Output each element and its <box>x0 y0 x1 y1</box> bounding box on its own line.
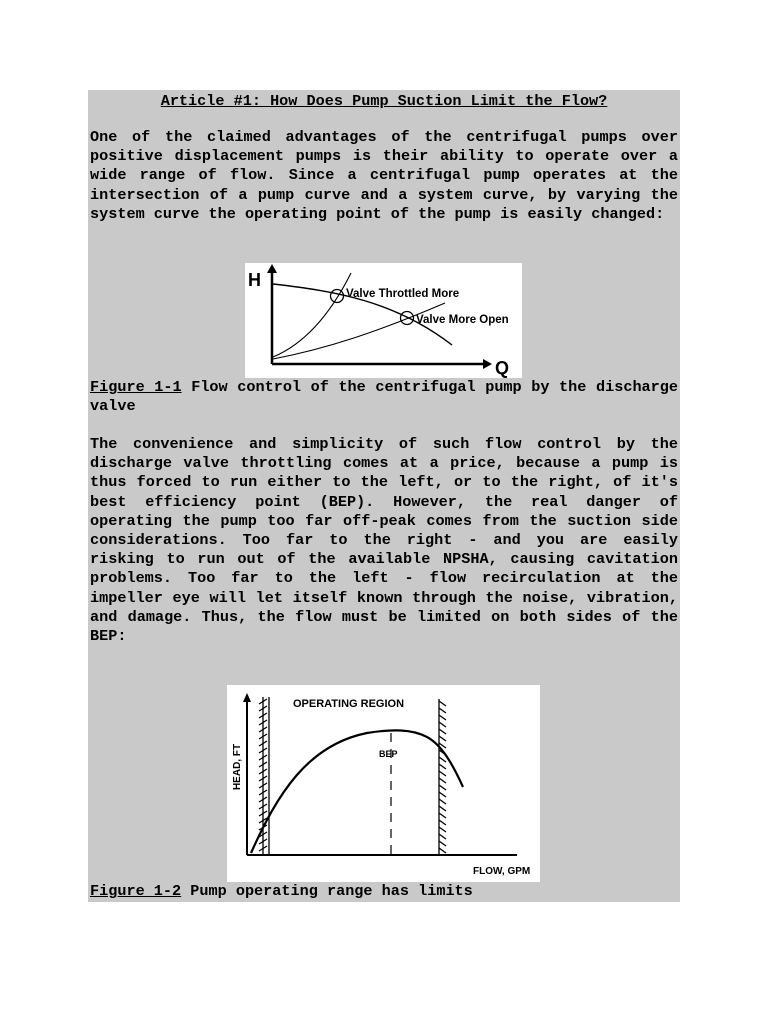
document-page <box>88 90 680 902</box>
pump-curve <box>251 730 463 853</box>
figure-1-2-label: Figure 1-2 <box>90 882 182 900</box>
article-title: Article #1: How Does Pump Suction Limit the Flow? <box>160 92 608 110</box>
x-axis-label: Q <box>495 358 510 378</box>
y-axis-label: HEAD, FT <box>232 743 243 791</box>
paragraph-intro: One of the claimed advantages of the centrifugal pumps over positive displacement pumps is their ability to operate over a wide range of flow. Since a centrifugal pump operates at the intersection of a pump curve and a system curve, by varying the system curve the operating point of the pump is easily changed: <box>90 128 678 223</box>
figure-1-2-diagram <box>227 685 540 882</box>
x-axis-label: FLOW, GPM <box>473 866 531 877</box>
paragraph-bep: The convenience and simplicity of such flow control by the discharge valve throttling comes at a price, because a pump is thus forced to run either to the left, or to the right, of it's best efficiency point (BEP). However, the real danger of operating the pump too far off-peak comes from the suction side considerations. Too far to the right - and you are easily risking to run out of the available NPSHA, causing cavitation problems. Too far to the left - flow recirculation at the impeller eye will let itself known through the noise, vibration, and damage. Thus, the flow must be limited on both sides of the BEP: <box>90 435 678 646</box>
figure-1-1-label: Figure 1-1 <box>90 378 182 396</box>
y-axis-label: H <box>248 270 261 290</box>
bep-label: BEP <box>379 749 398 759</box>
figure-1-1-diagram <box>245 263 522 378</box>
annotation-valve-throttled: Valve Throttled More <box>346 288 460 300</box>
figure-1-2-caption <box>90 882 678 901</box>
system-curve-open <box>273 303 445 359</box>
figure-title: OPERATING REGION <box>293 698 405 710</box>
right-flow-limit <box>439 699 446 855</box>
figure-1-1-caption-text: Flow control of the centrifugal pump by the discharge valve <box>90 378 679 416</box>
operating-region-diagram <box>227 685 540 882</box>
x-axis-arrowhead <box>483 359 492 369</box>
pump-curve-diagram <box>245 263 522 378</box>
operating-point-throttled <box>331 290 344 303</box>
figure-1-2-caption-text: Pump operating range has limits <box>181 882 473 900</box>
operating-point-open <box>401 312 414 325</box>
y-axis-arrowhead <box>243 693 251 702</box>
figure-1-1-caption <box>90 378 678 416</box>
annotation-valve-open: Valve More Open <box>416 314 509 326</box>
y-axis-arrowhead <box>267 264 277 273</box>
